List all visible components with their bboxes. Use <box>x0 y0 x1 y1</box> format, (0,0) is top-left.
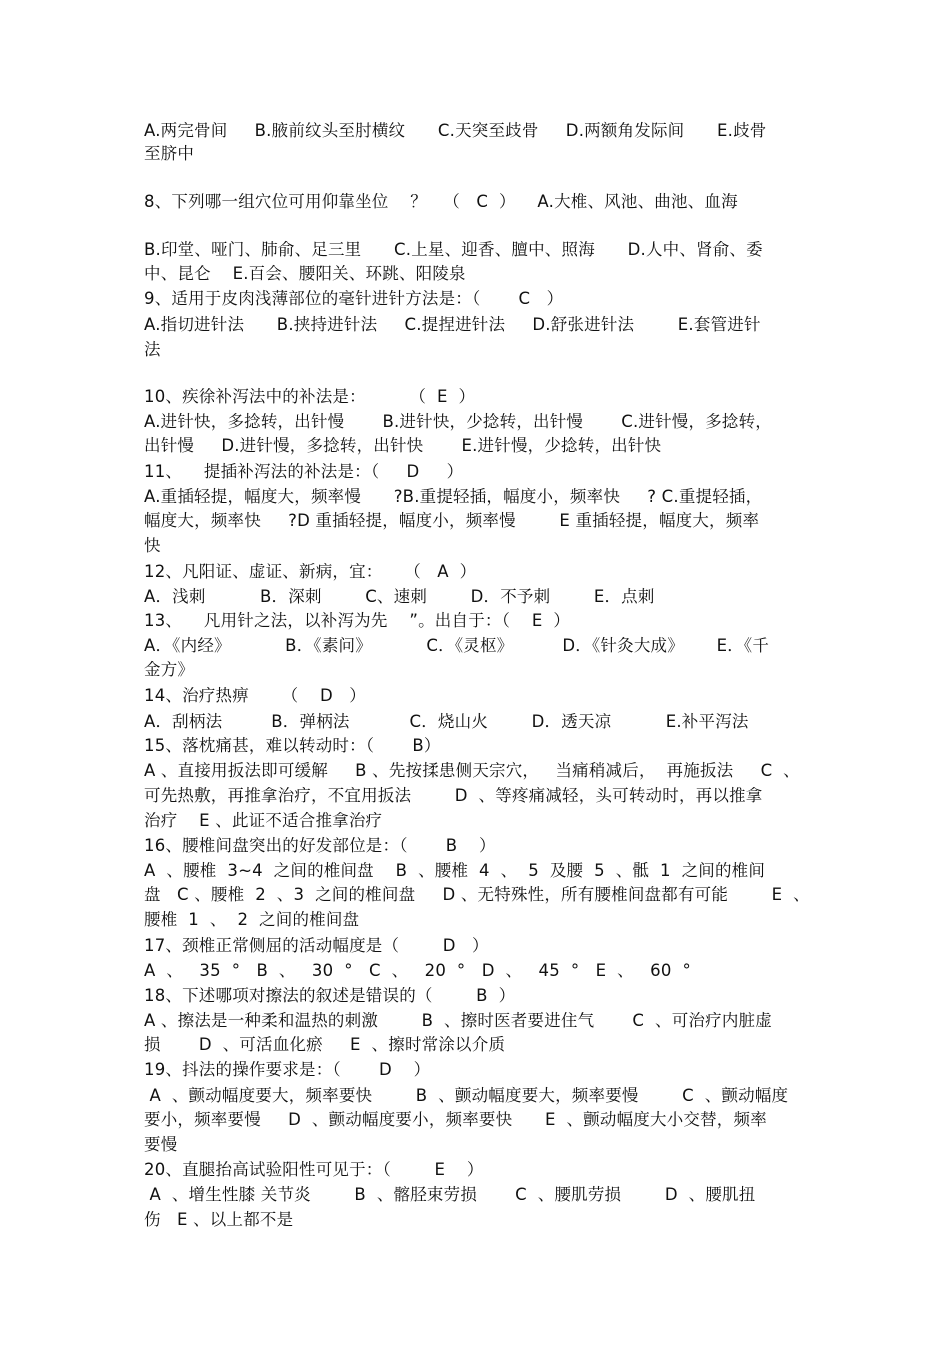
option-line-q16: A 、腰椎 3~4 之间的椎间盘 B 、腰椎 4 、 5 及腰 5 、骶 1 之间的椎间 <box>144 861 766 880</box>
option-line-q7-cont: 至脐中 <box>144 144 195 163</box>
option-line-q8: B.印堂、哑门、肺俞、足三里 C.上星、迎香、膻中、照海 D.人中、肾俞、委 <box>144 240 763 259</box>
option-line-q9: A.指切进针法 B.挟持进针法 C.提捏进针法 D.舒张进针法 E.套管进针 <box>144 315 761 334</box>
option-line-q17: A 、 35 ° B 、 30 ° C 、 20 ° D 、 45 ° E 、 60 ° <box>144 961 691 980</box>
option-line-q15-cont2: 治疗 E 、此证不适合推拿治疗 <box>144 811 383 830</box>
option-line-q19-cont2: 要慢 <box>144 1135 178 1154</box>
option-line-q19: A 、颤动幅度要大，频率要快 B 、颤动幅度要大，频率要慢 C 、颤动幅度 <box>144 1086 789 1105</box>
option-line-q8-cont: 中、昆仑 E.百会、腰阳关、环跳、阳陵泉 <box>144 264 466 283</box>
option-line-q11: A.重插轻提，幅度大，频率慢 ?B.重提轻插，幅度小，频率快 ? C.重提轻插， <box>144 487 763 506</box>
question-9: 9、适用于皮肉浅薄部位的毫针进针方法是：（ C ） <box>144 289 564 308</box>
option-line-q10: A.进针快，多捻转，出针慢 B.进针快，少捻转，出针慢 C.进针慢，多捻转， <box>144 412 773 431</box>
option-line-q9-cont: 法 <box>144 340 161 359</box>
question-13: 13、 凡用针之法，以补泻为先 ”。出自于：（ E ） <box>144 611 571 630</box>
question-16: 16、腰椎间盘突出的好发部位是：（ B ） <box>144 836 496 855</box>
option-line-q7: A.两完骨间 B.腋前纹头至肘横纹 C.天突至歧骨 D.两额角发际间 E.歧骨 <box>144 121 767 140</box>
question-18: 18、下述哪项对擦法的叙述是错误的（ B ） <box>144 986 516 1005</box>
option-line-q16-cont: 盘 C 、腰椎 2 、3 之间的椎间盘 D 、无特殊性，所有腰椎间盘都有可能 E 、 <box>144 885 810 904</box>
option-line-q10-cont: 出针慢 D.进针慢，多捻转，出针快 E.进针慢，少捻转，出针快 <box>144 436 662 455</box>
option-line-q18-cont: 损 D 、可活血化瘀 E 、擦时常涂以介质 <box>144 1035 506 1054</box>
option-line-q11-cont: 幅度大，频率快 ?D 重插轻提，幅度小，频率慢 E 重插轻提，幅度大，频率 <box>144 511 760 530</box>
option-line-q11-cont2: 快 <box>144 536 161 555</box>
option-line-q14: A．刮柄法 B．弹柄法 C．烧山火 D．透天凉 E.补平泻法 <box>144 712 749 731</box>
question-8: 8、下列哪一组穴位可用仰靠坐位 ？ （ C ） A.大椎、风池、曲池、血海 <box>144 192 738 211</box>
question-19: 19、抖法的操作要求是：（ D ） <box>144 1060 431 1079</box>
option-line-q12: A．浅刺 B．深刺 C、速刺 D．不予刺 E．点刺 <box>144 587 655 606</box>
question-20: 20、直腿抬高试验阳性可见于：（ E ） <box>144 1160 484 1179</box>
option-line-q18: A 、擦法是一种柔和温热的刺激 B 、擦时医者要进住气 C 、可治疗内脏虚 <box>144 1011 772 1030</box>
option-line-q13-cont: 金方》 <box>144 660 195 679</box>
question-12: 12、凡阳证、虚证、新病，宜： （ A ） <box>144 562 477 581</box>
option-line-q20: A 、增生性膝 关节炎 B 、髂胫束劳损 C 、腰肌劳损 D 、腰肌扭 <box>144 1185 756 1204</box>
question-15: 15、落枕痛甚，难以转动时：（ B） <box>144 736 441 755</box>
option-line-q19-cont: 要小，频率要慢 D 、颤动幅度要小，频率要快 E 、颤动幅度大小交替，频率 <box>144 1110 767 1129</box>
question-17: 17、颈椎正常侧屈的活动幅度是（ D ） <box>144 936 489 955</box>
question-14: 14、治疗热痹 （ D ） <box>144 686 366 705</box>
option-line-q15: A 、直接用扳法即可缓解 B 、先按揉患侧天宗穴， 当痛稍减后， 再施扳法 C 、 <box>144 761 800 780</box>
option-line-q20-cont: 伤 E 、以上都不是 <box>144 1210 294 1229</box>
option-line-q16-cont2: 腰椎 1 、 2 之间的椎间盘 <box>144 910 360 929</box>
question-11: 11、 提插补泻法的补法是：（ D ） <box>144 462 464 481</box>
question-10: 10、疾徐补泻法中的补法是： （ E ） <box>144 387 476 406</box>
option-line-q15-cont: 可先热敷，再推拿治疗，不宜用扳法 D 、等疼痛减轻，头可转动时，再以推拿 <box>144 786 763 805</box>
option-line-q13: A．《内经》 B．《素问》 C．《灵枢》 D．《针灸大成》 E．《千 <box>144 636 770 655</box>
